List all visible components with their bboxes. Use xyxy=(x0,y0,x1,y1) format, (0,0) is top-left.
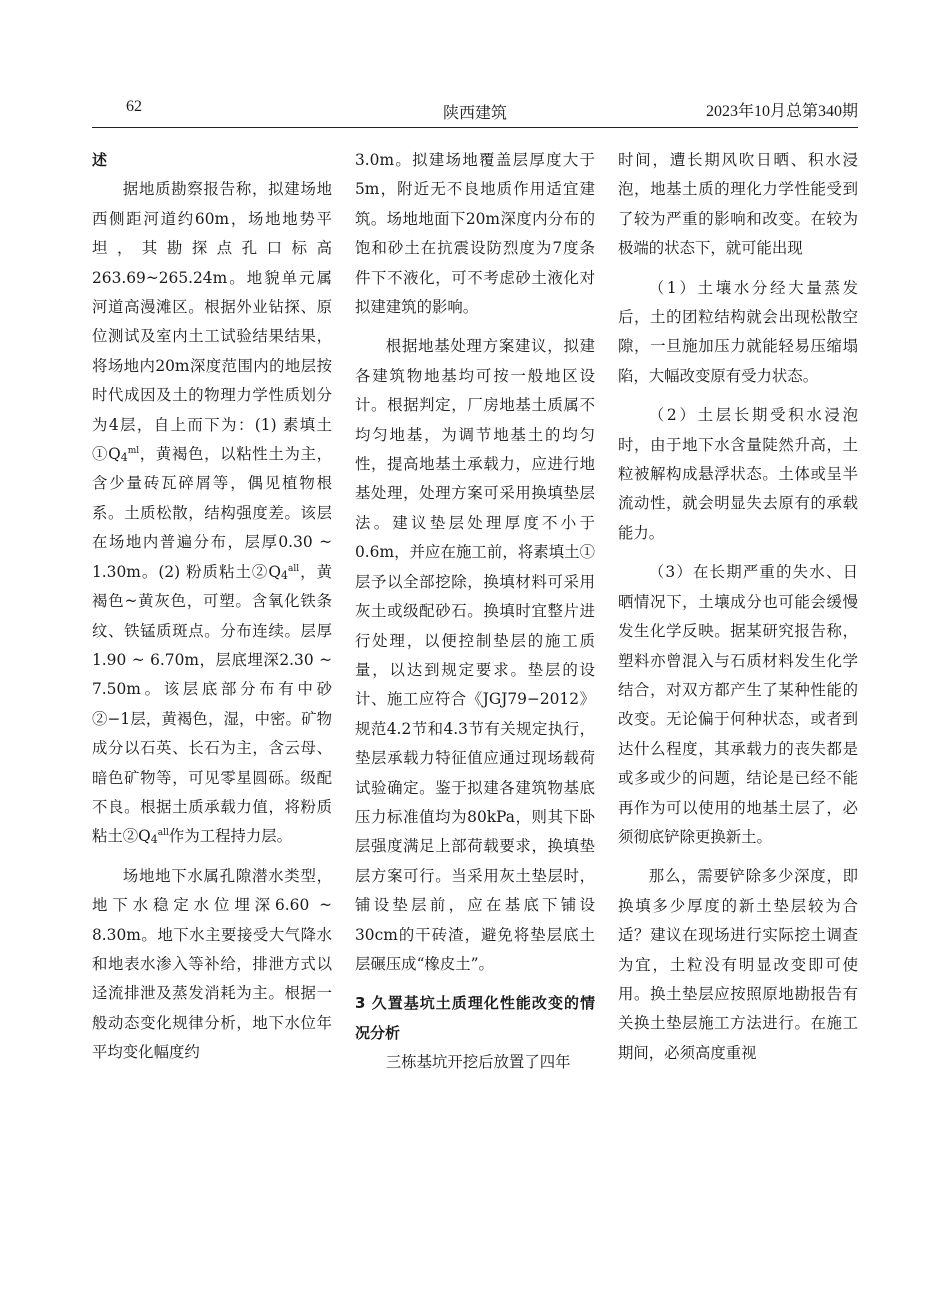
subscript: 4 xyxy=(120,451,128,465)
text-run: ，黄褐色，以粘性土为主，含少量砖瓦碎屑等，偶见植物根系。土质松散，结构强度差。该层在场地内普遍分布，层厚0.30 ~ 1.30m。(2) 粉质粘土②Q xyxy=(92,445,332,581)
text-run: 据地质勘察报告称，拟建场地西侧距河道约60m，场地地势平坦，其勘探点孔口标高263.69~265.24m。地貌单元属河道高漫滩区。根据外业钻探、原位测试及室内土工试验结果结果，将场地内20m深度范围内的地层按时代成因及土的物理力学性质划分为4层，自上而下为：(1) 素填土①Q xyxy=(92,180,332,464)
superscript: ml xyxy=(127,445,140,456)
column-1 xyxy=(92,146,332,1068)
text-run: 作为工程持力层。 xyxy=(168,827,293,846)
subscript: 4 xyxy=(280,568,288,582)
paragraph-fragment: 述 xyxy=(92,151,108,169)
paragraph-strata xyxy=(92,175,332,851)
paragraph-continuation: 时间，遭长期风吹日晒、积水浸泡，地基土质的理化力学性能受到了较为严重的影响和改变。在较为极端的状态下，就可能出现 xyxy=(618,151,858,258)
page-number: 62 xyxy=(126,98,142,115)
paragraph-analysis: 三栋基坑开挖后放置了四年 xyxy=(385,1053,571,1072)
paragraph-continuation: 3.0m。拟建场地覆盖层厚度大于5m，附近无不良地质作用适宜建筑。场地地面下20m深度内分布的饱和砂土在抗震设防烈度为7度条件下不液化，可不考虑砂土液化对拟建建筑的影响。 xyxy=(355,151,595,317)
page-header xyxy=(92,92,858,122)
superscript: all xyxy=(157,828,169,839)
issue-info: 2023年10月总第340期 xyxy=(705,103,858,120)
subscript: 4 xyxy=(150,833,158,847)
paragraph-groundwater: 场地地下水属孔隙潜水类型，地下水稳定水位埋深6.60 ~ 8.30m。地下水主要接受大气降水和地表水渗入等补给，排泄方式以迳流排泄及蒸发消耗为主。根据一般动态变化规律分析，地下水位年平均变化幅度约 xyxy=(92,866,332,1062)
text-run: ，黄褐色~黄灰色，可塑。含氧化铁条纹、铁锰质斑点。分布连续。层厚1.90 ~ 6.70m，层底埋深2.30 ~ 7.50m。该层底部分布有中砂②−1层，黄褐色，湿，中密。矿物成分以石英、长石为主，含云母、暗色矿物等，可见零星圆砾。级配不良。根据土质承载力值，将粉质粘土②Q xyxy=(92,562,332,846)
list-item-1: （1）土壤水分经大量蒸发后，土的团粒结构就会出现松散空隙，一旦施加压力就能轻易压缩塌陷，大幅改变原有受力状态。 xyxy=(618,278,858,385)
list-item-3: （3）在长期严重的失水、日晒情况下，土壤成分也可能会缓慢发生化学反映。据某研究报告称，塑料亦曾混入与石质材料发生化学结合，对双方都产生了某种性能的改变。无论偏于何种状态，或者到达什么程度，其承载力的丧失都是或多或少的问题，结论是已经不能再作为可以使用的地基土层了，必须彻底铲除更换新土。 xyxy=(618,563,858,846)
paragraph-depth: 那么，需要铲除多少深度，即换填多少厚度的新土垫层较为合适？建议在现场进行实际挖土调查为宜，土粒没有明显改变即可使用。换土垫层应按照原地勘报告有关换土垫层施工方法进行。在施工期间，必须高度重视 xyxy=(618,867,858,1062)
column-3 xyxy=(618,146,858,1068)
journal-title: 陕西建筑 xyxy=(442,103,507,122)
paragraph-foundation: 根据地基处理方案建议，拟建各建筑物地基均可按一般地区设计。根据判定，厂房地基土质属不均匀地基，为调节地基土的均匀性，提高地基土承载力，应进行地基处理，处理方案可采用换填垫层法。建议垫层处理厚度不小于0.6m，并应在施工前，将素填土①层予以全部挖除，换填材料可采用灰土或级配砂石。换填时宜整片进行处理，以便控制垫层的施工质量，以达到规定要求。垫层的设计、施工应符合《JGJ79−2012》规范4.2节和4.3节有关规定执行，垫层承载力特征值应通过现场载荷试验确定。鉴于拟建各建筑物基底压力标准值均为80kPa，则其下卧层强度满足上部荷载要求，换填垫层方案可行。当采用灰土垫层时，铺设垫层前，应在基底下铺设30cm的干砖渣，避免将垫层底土层碾压成“橡皮土”。 xyxy=(355,337,595,973)
column-2 xyxy=(355,146,595,1078)
superscript: all xyxy=(287,563,300,574)
list-item-2: （2）土层长期受积水浸泡时，由于地下水含量陡然升高，土粒被解构成悬浮状态。土体或呈半流动性，就会明显失去原有的承载能力。 xyxy=(618,406,858,542)
section-heading: 3 久置基坑土质理化性能改变的情况分析 xyxy=(355,994,595,1042)
header-rule xyxy=(92,127,858,128)
